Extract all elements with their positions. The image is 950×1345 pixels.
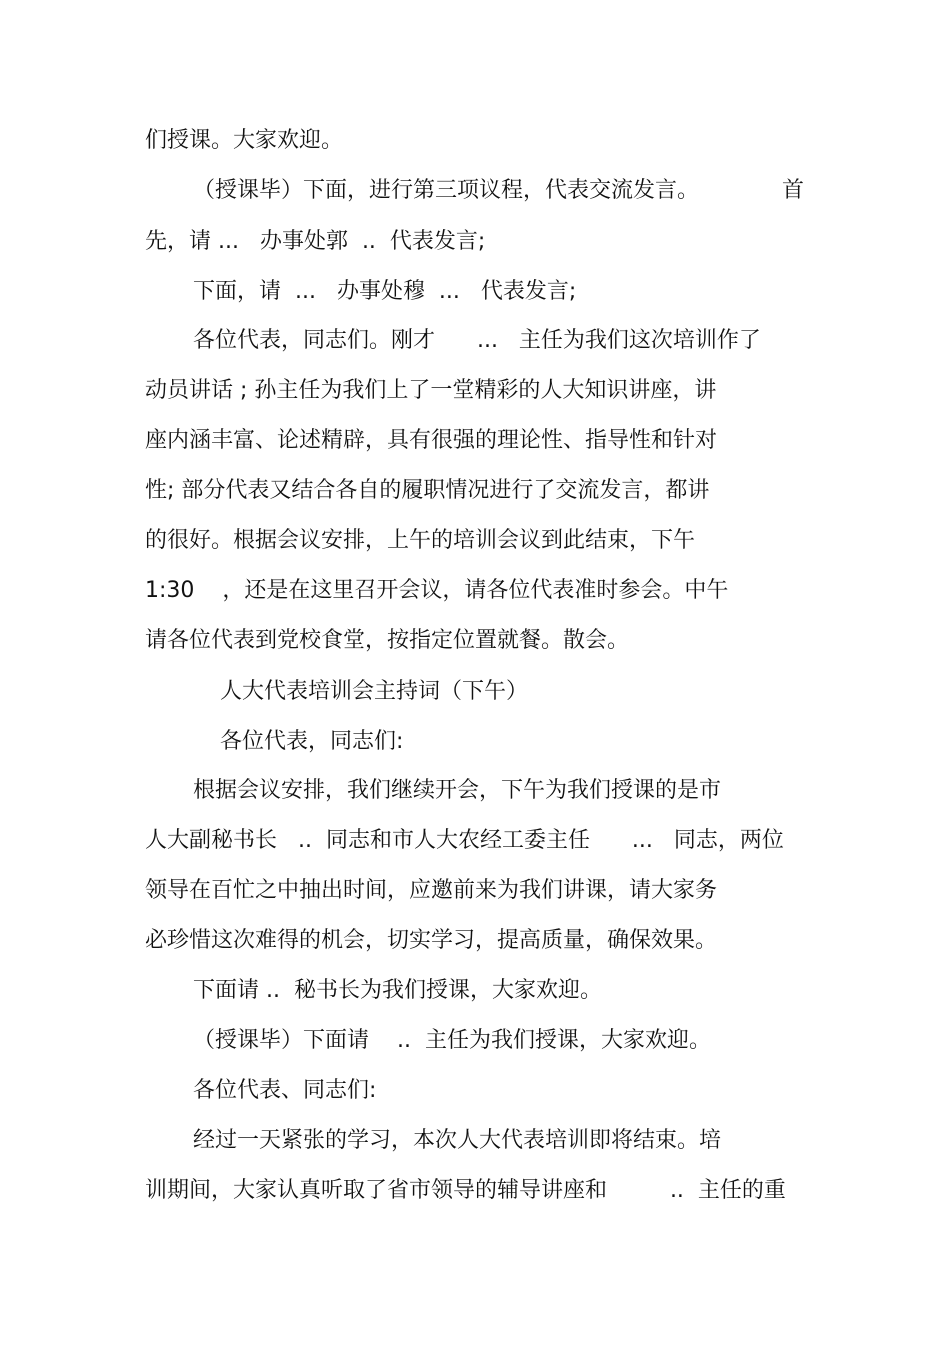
paragraph-line: 的很好。根据会议安排，上午的培训会议到此结束，下午 <box>145 528 696 553</box>
paragraph-line: 座内涵丰富、论述精辟，具有很强的理论性、指导性和针对 <box>145 428 718 453</box>
paragraph-line: 性; 部分代表又结合各自的履职情况进行了交流发言，都讲 <box>145 478 710 503</box>
paragraph-line: 请各位代表到党校食堂，按指定位置就餐。散会。 <box>145 628 630 653</box>
paragraph-line: （授课毕）下面，进行第三项议程，代表交流发言。 <box>193 178 700 203</box>
paragraph-line: 动员讲话 ; 孙主任为我们上了一堂精彩的人大知识讲座，讲 <box>145 378 717 403</box>
paragraph-line: 下面请 .. 秘书长为我们授课，大家欢迎。 <box>193 978 602 1003</box>
paragraph-line: 首 <box>782 178 805 203</box>
paragraph-line: 先，请 ... 办事处郭 .. 代表发言; <box>145 229 486 254</box>
salutation-line: 各位代表、同志们: <box>193 1078 377 1103</box>
paragraph-line: 1:30 ，还是在这里召开会议，请各位代表准时参会。中午 <box>145 578 729 603</box>
paragraph-line: （授课毕）下面请 .. 主任为我们授课，大家欢迎。 <box>193 1028 711 1053</box>
section-heading: 人大代表培训会主持词（下午） <box>220 679 529 704</box>
paragraph-line: 各位代表，同志们。刚才 ... 主任为我们这次培训作了 <box>193 328 761 353</box>
paragraph-line: 经过一天紧张的学习，本次人大代表培训即将结束。培 <box>193 1128 722 1153</box>
paragraph-line: 们授课。大家欢迎。 <box>145 128 344 153</box>
salutation-line: 各位代表，同志们: <box>220 729 404 754</box>
paragraph-line: 必珍惜这次难得的机会，切实学习，提高质量，确保效果。 <box>145 928 718 953</box>
paragraph-line: 下面，请 ... 办事处穆 ... 代表发言; <box>193 279 577 304</box>
paragraph-line: 根据会议安排，我们继续开会，下午为我们授课的是市 <box>193 778 722 803</box>
paragraph-line: 训期间，大家认真听取了省市领导的辅导讲座和 .. 主任的重 <box>145 1178 786 1203</box>
paragraph-line: 人大副秘书长 .. 同志和市人大农经工委主任 ... 同志，两位 <box>145 828 784 853</box>
paragraph-line: 领导在百忙之中抽出时间，应邀前来为我们讲课，请大家务 <box>145 878 718 903</box>
